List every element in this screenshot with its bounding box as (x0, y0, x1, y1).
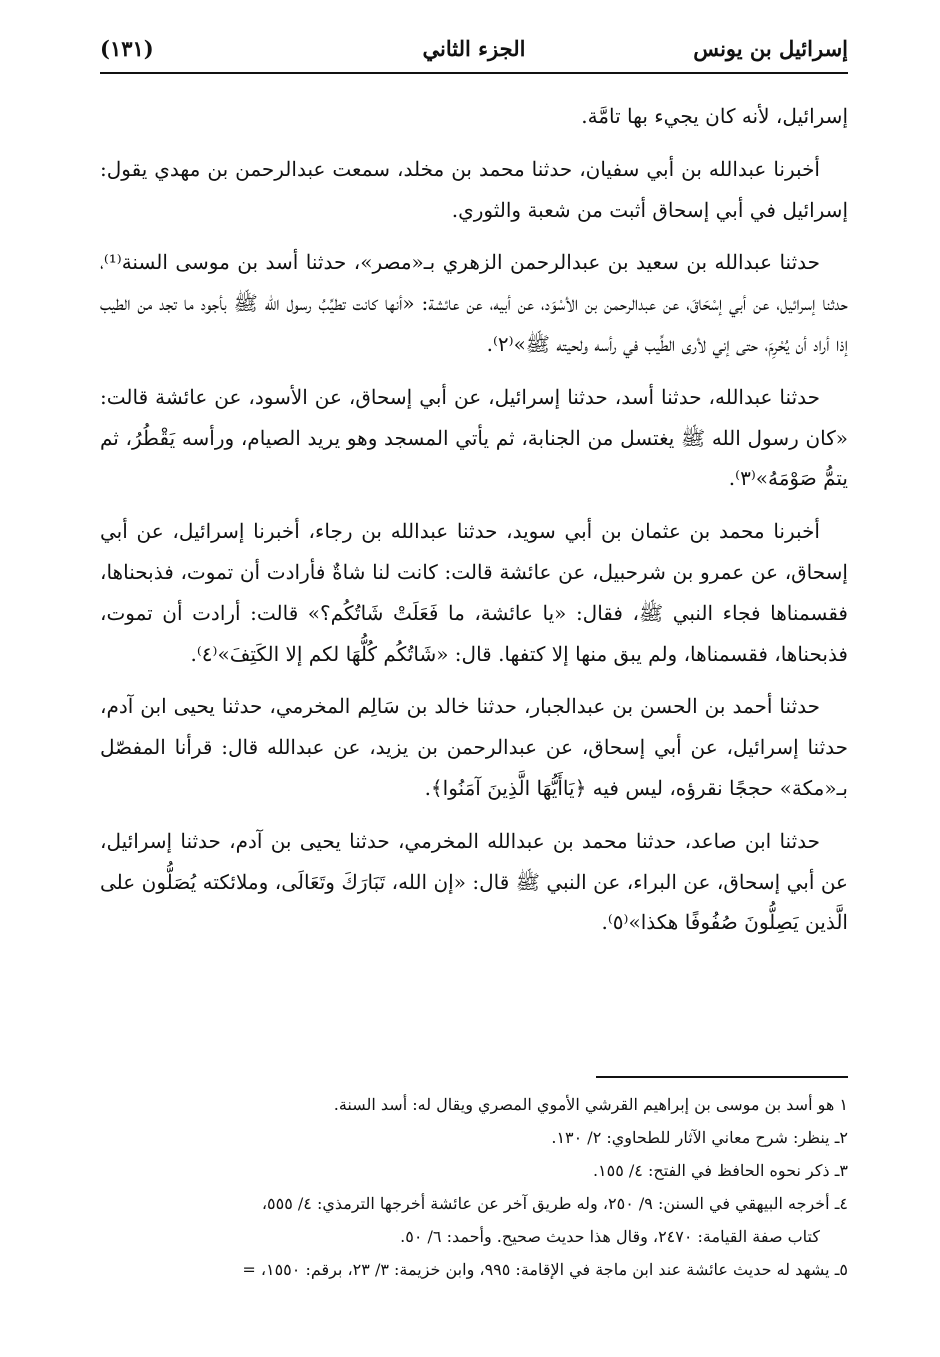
paragraph: أخبرنا محمد بن عثمان بن أبي سويد، حدثنا عبدالله بن رجاء، أخبرنا إسرائيل، عن أبي إسحاق، عن عمرو بن شرحبيل، عن عائشة قالت: كانت لنا شاةٌ فأرادت أن تموت، فذبحناها، فقسمناها فجاء النبي ﷺ، فقال: «يا عائشة، ما فَعَلَتْ شَاتُكُم؟» قالت: أرادت أن تموت، فذبحناها، فقسمناها، ولم يبق منها إلا كتفها. قال: «شَاتُكُم كُلُّهَا لكم إلا الكَتِفَ»⁽٤⁾. (100, 519, 848, 666)
paragraph: أخبرنا عبدالله بن أبي سفيان، حدثنا محمد بن مخلد، سمعت عبدالرحمن بن مهدي يقول: إسرائيل في أبي إسحاق أثبت من شعبة والثوري. (100, 156, 848, 222)
footnote-divider (596, 1076, 848, 1078)
header-divider (100, 72, 848, 74)
footnotes (92, 1088, 848, 1286)
main-text (100, 96, 848, 955)
paragraph: حدثنا ابن صاعد، حدثنا محمد بن عبدالله المخرمي، حدثنا يحيى بن آدم، حدثنا إسرائيل، عن أبي إسحاق، عن البراء، عن النبي ﷺ قال: «إن الله، تَبَارَكَ وتَعَالَى، وملائكته يُصَلُّون على الَّذين يَصِلُّونَ صُفُوفًا هكذا»⁽٥⁾. (100, 828, 848, 935)
footnote: ٣ـ ذكر نحوه الحافظ في الفتح: ٤/ ١٥٥. (592, 1161, 848, 1180)
footnote: ٤ـ أخرجه البيهقي في السنن: ٩/ ٢٥٠، وله طريق آخر عن عائشة أخرجها الترمذي: ٤/ ٥٥٥، (261, 1194, 848, 1213)
part-label: الجزء الثاني (422, 36, 526, 61)
paragraph: حدثنا عبدالله، حدثنا أسد، حدثنا إسرائيل، عن أبي إسحاق، عن الأسود، عن عائشة قالت: «كان رسول الله ﷺ يغتسل من الجنابة، ثم يأتي المسجد وهو يريد الصيام، ورأسه يَقْطُرُ، ثم يتمُّ صَوْمَهُ»⁽٣⁾. (100, 384, 848, 491)
page-header (100, 34, 848, 68)
paragraph: إسرائيل، لأنه كان يجيء بها تامَّة. (581, 104, 848, 128)
paragraph: حدثنا عبدالله بن سعيد بن عبدالرحمن الزهري بـ«مصر»، حدثنا أسد بن موسى السنة⁽¹⁾، حدثنا إسرائيل، عن أبي إسْحَاقَ، عن عبدالرحمن بن الأسْوَد، عن أبيه، عن عائشة: «أنها كانت تطيِّبُ رسول الله ﷺ بأجود ما تجد من الطيب إذا أراد أن يُحْرِمَ، حتى إني لأرى الطِّيب في رأسه ولحيته ﷺ»⁽٢⁾. (100, 250, 848, 356)
book-title: إسرائيل بن يونس (693, 36, 848, 61)
footnote: ٢ـ ينظر: شرح معاني الآثار للطحاوي: ٢/ ١٣٠. (551, 1128, 848, 1147)
footnote: ٥ـ يشهد له حديث عائشة عند ابن ماجة في الإقامة: ٩٩٥، وابن خزيمة: ٣/ ٢٣، برقم: ١٥٥٠، = (242, 1260, 848, 1279)
footnote-continuation: كتاب صفة القيامة: ٢٤٧٠، وقال هذا حديث صحيح. وأحمد: ٦/ ٥٠. (400, 1227, 820, 1246)
paragraph: حدثنا أحمد بن الحسن بن عبدالجبار، حدثنا خالد بن سَالِم المخرمي، حدثنا يحيى ابن آدم، حدثنا إسرائيل، عن أبي إسحاق، عن عبدالرحمن بن يزيد، عن عبدالله قال: قرأنا المفصّل بـ«مكة» حججًا نقرؤه، ليس فيه ﴿يَاأَيُّهَا الَّذِينَ آمَنُوا﴾. (100, 694, 848, 800)
page-number: (١٣١) (100, 36, 154, 61)
footnote: ١ هو أسد بن موسى بن إبراهيم القرشي الأموي المصري ويقال له: أسد السنة. (333, 1095, 848, 1114)
